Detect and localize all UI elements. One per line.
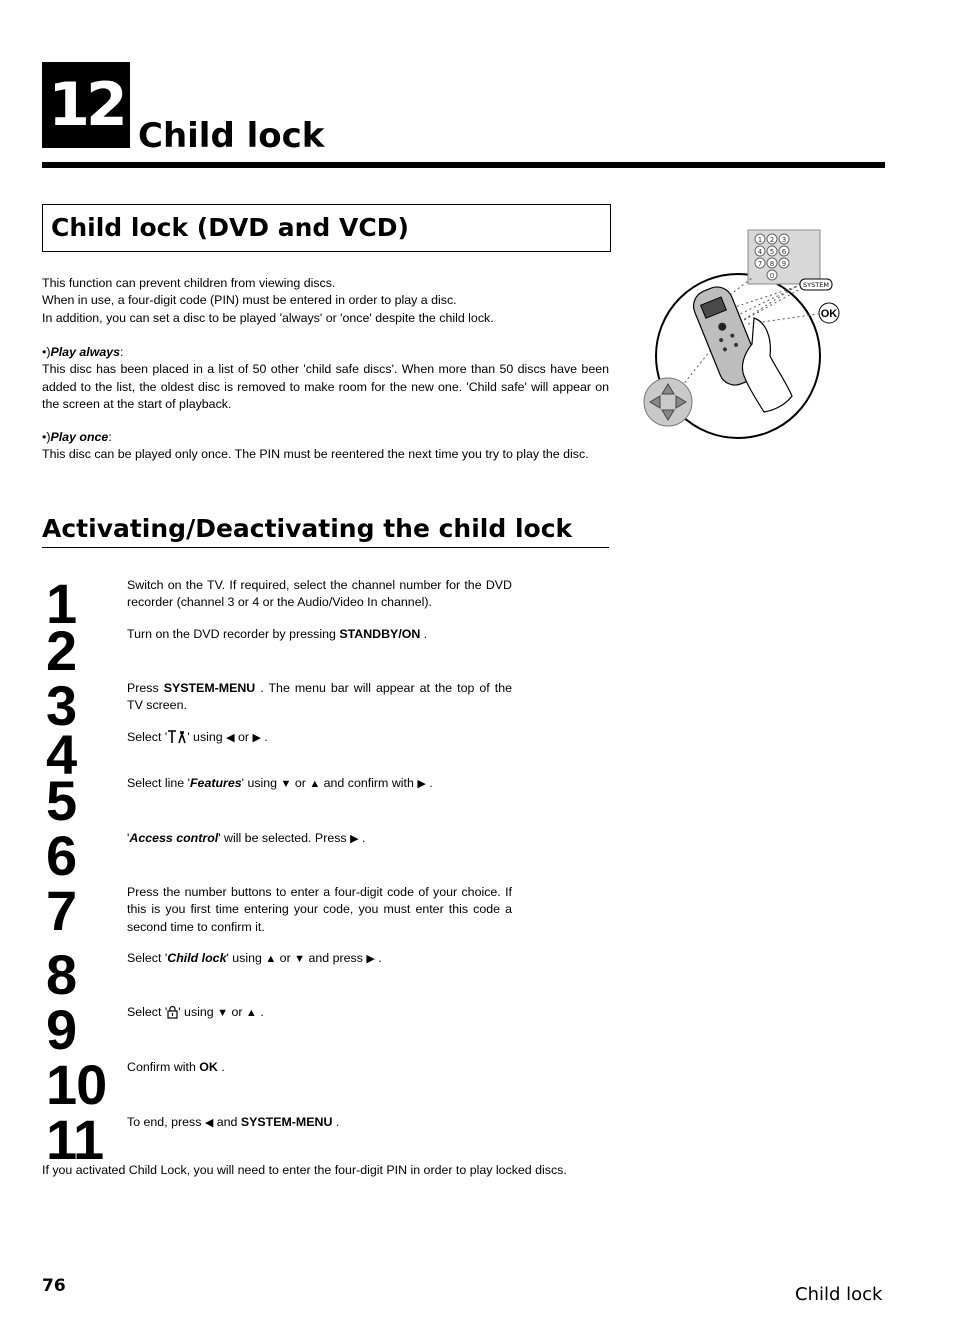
- down-arrow-icon: ▼: [280, 778, 292, 790]
- step-text-part: .: [420, 627, 428, 641]
- key-4: 4: [757, 248, 763, 256]
- key-6: 6: [781, 248, 787, 256]
- step-number-2: 2: [46, 619, 77, 682]
- right-arrow-icon: ▶: [366, 953, 375, 965]
- step-text-part: Select ': [127, 951, 168, 965]
- key-3: 3: [781, 236, 787, 244]
- keypad-icon: [748, 230, 820, 284]
- play-always-block: [42, 344, 609, 413]
- features-label: Features: [189, 776, 242, 790]
- system-menu-key: SYSTEM-MENU: [163, 681, 256, 695]
- play-always-label-line: •)Play always:: [42, 345, 124, 359]
- step-number-9: 9: [46, 998, 77, 1061]
- step-text-part: and: [213, 1115, 241, 1129]
- step-text-part: ' will be selected. Press: [218, 831, 351, 845]
- access-control-label: Access control: [129, 831, 219, 845]
- step-text-part: .: [217, 1060, 225, 1074]
- key-9: 9: [781, 260, 787, 268]
- down-arrow-icon: ▼: [294, 953, 306, 965]
- step-text-3: [127, 680, 512, 715]
- intro-line: When in use, a four-digit code (PIN) must be entered in order to play a disc.: [42, 293, 457, 308]
- step-text-part: .: [256, 1005, 264, 1019]
- play-once-label: Play once: [50, 430, 109, 444]
- up-arrow-icon: ▲: [265, 953, 277, 965]
- right-arrow-icon: ▶: [350, 833, 359, 845]
- ok-key: OK: [199, 1060, 218, 1074]
- step-text-part: .: [425, 776, 433, 790]
- system-label: SYSTEM: [803, 281, 829, 289]
- chapter-number: 12: [42, 62, 130, 148]
- intro-line: In addition, you can set a disc to be played 'always' or 'once' despite the child lock.: [42, 310, 494, 325]
- step-text-part: ' using: [178, 1005, 218, 1019]
- intro-line: This function can prevent children from viewing discs.: [42, 276, 336, 290]
- step-text-5: [127, 775, 512, 793]
- step-text-part: Select ': [127, 1005, 168, 1019]
- child-lock-label: Child lock: [167, 951, 227, 965]
- step-text-part: ' using: [226, 951, 266, 965]
- step-text-9: [127, 1004, 512, 1022]
- step-text-part: ': [127, 831, 130, 845]
- play-always-label: Play always: [50, 345, 121, 359]
- step-text-part: .: [374, 951, 382, 965]
- step-text-8: [127, 950, 512, 968]
- play-always-text: This disc has been placed in a list of 50 other 'child safe discs'. When more than 50 discs have been added to the list, the oldest disc is removed to make room for the new one. 'Child safe' will appear on the screen at the start of playback.: [42, 362, 609, 411]
- step-text-part: . The menu bar will appear at the top of the TV screen.: [127, 681, 512, 713]
- step-text-part: and confirm with: [320, 776, 418, 790]
- step-number-11: 11: [46, 1108, 104, 1171]
- step-text-part: Confirm with: [127, 1060, 200, 1074]
- up-arrow-icon: ▲: [309, 778, 321, 790]
- closing-note: If you activated Child Lock, you will need to enter the four-digit PIN in order to play locked discs.: [42, 1163, 567, 1177]
- intro-text: [42, 275, 609, 327]
- up-arrow-icon: ▲: [245, 1007, 257, 1019]
- navigation-pad-icon: [644, 378, 692, 426]
- left-arrow-icon: ◀: [226, 732, 235, 744]
- step-text-part: .: [332, 1115, 340, 1129]
- section-heading: Child lock (DVD and VCD): [51, 213, 409, 242]
- section-heading-box: [42, 204, 611, 252]
- system-menu-key: SYSTEM-MENU: [240, 1115, 333, 1129]
- step-text-part: .: [358, 831, 366, 845]
- standby-key: STANDBY/ON: [339, 627, 421, 641]
- step-text-11: [127, 1114, 512, 1132]
- step-number-10: 10: [46, 1053, 107, 1116]
- step-number-6: 6: [46, 824, 77, 887]
- step-text-part: Select ': [127, 730, 168, 744]
- step-text-4: [127, 729, 512, 747]
- bullet: •): [42, 345, 51, 359]
- step-text-part: Press: [127, 681, 164, 695]
- step-number-7: 7: [46, 879, 77, 942]
- step-text-part: or: [234, 730, 253, 744]
- section2-heading: Activating/Deactivating the child lock: [42, 512, 609, 548]
- step-number-4: 4: [46, 723, 77, 786]
- step-text-part: To end, press: [127, 1115, 205, 1129]
- step-text-part: and press: [305, 951, 367, 965]
- play-once-text: This disc can be played only once. The PIN must be reentered the next time you try to play the disc.: [42, 447, 589, 462]
- step-text-part: .: [260, 730, 268, 744]
- remote-control-illustration: [636, 226, 846, 442]
- step-text-10: [127, 1059, 512, 1076]
- padlock-icon: [167, 1005, 178, 1019]
- key-7: 7: [757, 260, 763, 268]
- step-number-3: 3: [46, 674, 77, 737]
- step-text-part: or: [228, 1005, 246, 1019]
- step-text-part: Turn on the DVD recorder by pressing: [127, 627, 340, 641]
- step-text-part: Select line ': [127, 776, 190, 790]
- chapter-title: Child lock: [138, 116, 325, 156]
- play-once-label-line: •)Play once:: [42, 430, 112, 444]
- features-tools-icon: [167, 729, 187, 744]
- left-arrow-icon: ◀: [204, 1117, 214, 1129]
- key-0: 0: [769, 272, 775, 280]
- step-text-1: Switch on the TV. If required, select the channel number for the DVD recorder (channel 3 or 4 or the Audio/Video In channel).: [127, 578, 512, 610]
- step-text-6: [127, 830, 512, 848]
- step-text-part: ' using: [187, 730, 227, 744]
- step-text-part: or: [276, 951, 295, 965]
- footer-title: Child lock: [795, 1284, 883, 1305]
- key-8: 8: [769, 260, 775, 268]
- right-arrow-icon: ▶: [252, 732, 261, 744]
- step-number-1: 1: [46, 572, 77, 635]
- step-text-7: Press the number buttons to enter a four-digit code of your choice. If this is you first time entering your code, you must enter this code a second time to confirm it.: [127, 885, 512, 934]
- right-arrow-icon: ▶: [417, 778, 426, 790]
- key-5: 5: [769, 248, 775, 256]
- key-2: 2: [769, 236, 775, 244]
- down-arrow-icon: ▼: [217, 1007, 229, 1019]
- ok-label: OK: [820, 308, 838, 320]
- bullet: •): [42, 430, 51, 444]
- key-1: 1: [757, 236, 763, 244]
- step-number-5: 5: [46, 769, 77, 832]
- step-text-part: ' using: [241, 776, 281, 790]
- step-number-8: 8: [46, 943, 77, 1006]
- chapter-rule: [42, 162, 885, 168]
- page-number: 76: [42, 1276, 66, 1296]
- step-text-part: or: [291, 776, 310, 790]
- play-once-block: [42, 429, 609, 464]
- step-text-2: [127, 626, 512, 643]
